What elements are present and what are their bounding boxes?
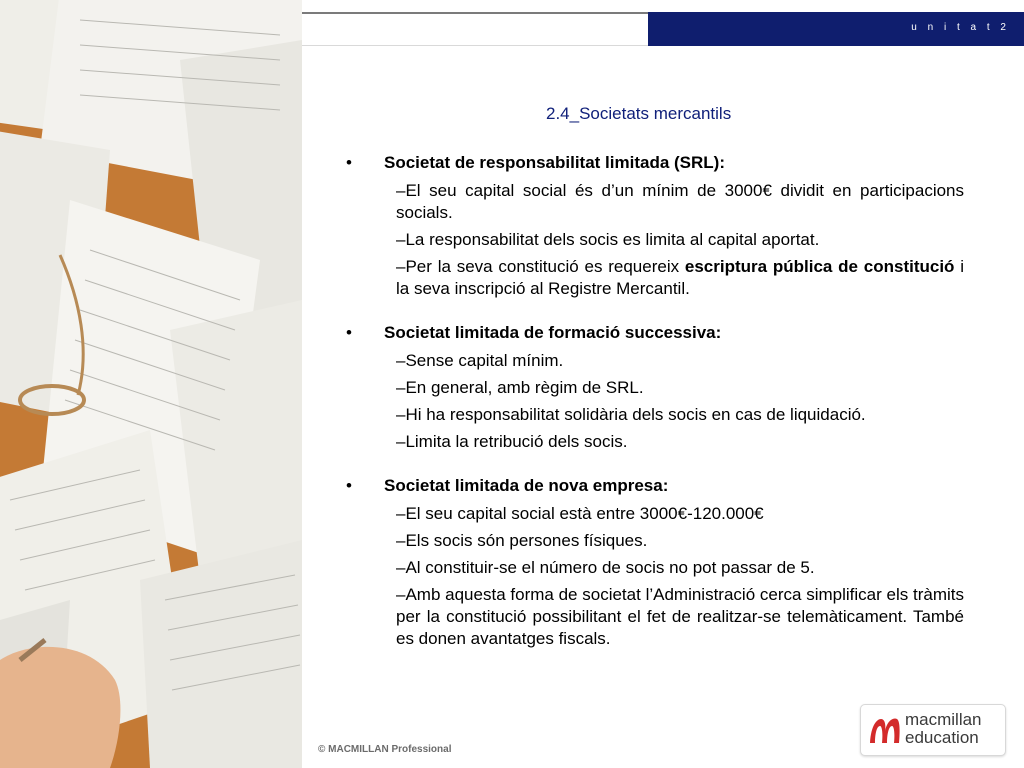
- section-heading: Societat limitada de formació successiva:: [384, 323, 722, 342]
- list-item: –Sense capital mínim.: [396, 351, 564, 370]
- bullet-icon: •: [346, 153, 352, 172]
- section-nova-empresa: [340, 475, 964, 650]
- section-formacio-successiva: [340, 322, 964, 453]
- list-item: –Al constituir-se el número de socis no pot passar de 5.: [396, 558, 815, 577]
- bullet-row: [340, 322, 964, 344]
- section-heading: Societat limitada de nova empresa:: [384, 476, 669, 495]
- bullet-icon: •: [346, 476, 352, 495]
- logo-line-1: macmillan: [905, 710, 982, 729]
- list-item-text: i la seva inscripció al Registre Mercantil.: [396, 257, 964, 298]
- decorative-photo-panel: [0, 0, 302, 768]
- section-heading: Societat de responsabilitat limitada (SRL):: [384, 153, 726, 172]
- list-item: –En general, amb règim de SRL.: [396, 378, 644, 397]
- header-bar: [648, 12, 1024, 46]
- documents-photo-illustration: [0, 0, 302, 768]
- list-item: –Amb aquesta forma de societat l’Administració cerca simplificar els tràmits per la constitució possibilitant el fet de realitzar-se telemàticament. També es donen avantatges fiscals.: [396, 585, 964, 648]
- logo-wordmark: [905, 711, 982, 747]
- list-item: –La responsabilitat dels socis es limita al capital aportat.: [396, 230, 820, 249]
- list-item: –El seu capital social està entre 3000€-120.000€: [396, 504, 764, 523]
- list-item: [396, 256, 964, 300]
- unit-label: u n i t a t 2: [911, 22, 1010, 33]
- list-item: –Els socis són persones físiques.: [396, 531, 648, 550]
- bullet-icon: •: [346, 323, 352, 342]
- bullet-row: [340, 152, 964, 174]
- slide-content: [340, 152, 964, 672]
- list-item: –Limita la retribució dels socis.: [396, 432, 628, 451]
- list-item-text: –Per la seva constitució es requereix: [396, 257, 685, 276]
- list-item: –El seu capital social és d’un mínim de 3000€ dividit en participacions socials.: [396, 181, 964, 222]
- list-item: –Hi ha responsabilitat solidària dels socis en cas de liquidació.: [396, 405, 866, 424]
- header-rule: [302, 12, 648, 46]
- macmillan-logo: [860, 704, 1006, 756]
- list-item-bold-text: escriptura pública de constitució: [684, 257, 955, 276]
- section-srl: [340, 152, 964, 300]
- copyright-text: © MACMILLAN Professional: [318, 744, 452, 755]
- macmillan-mark-icon: [869, 715, 901, 745]
- logo-line-2: education: [905, 728, 979, 747]
- bullet-row: [340, 475, 964, 497]
- slide-title: 2.4_Societats mercantils: [546, 104, 732, 123]
